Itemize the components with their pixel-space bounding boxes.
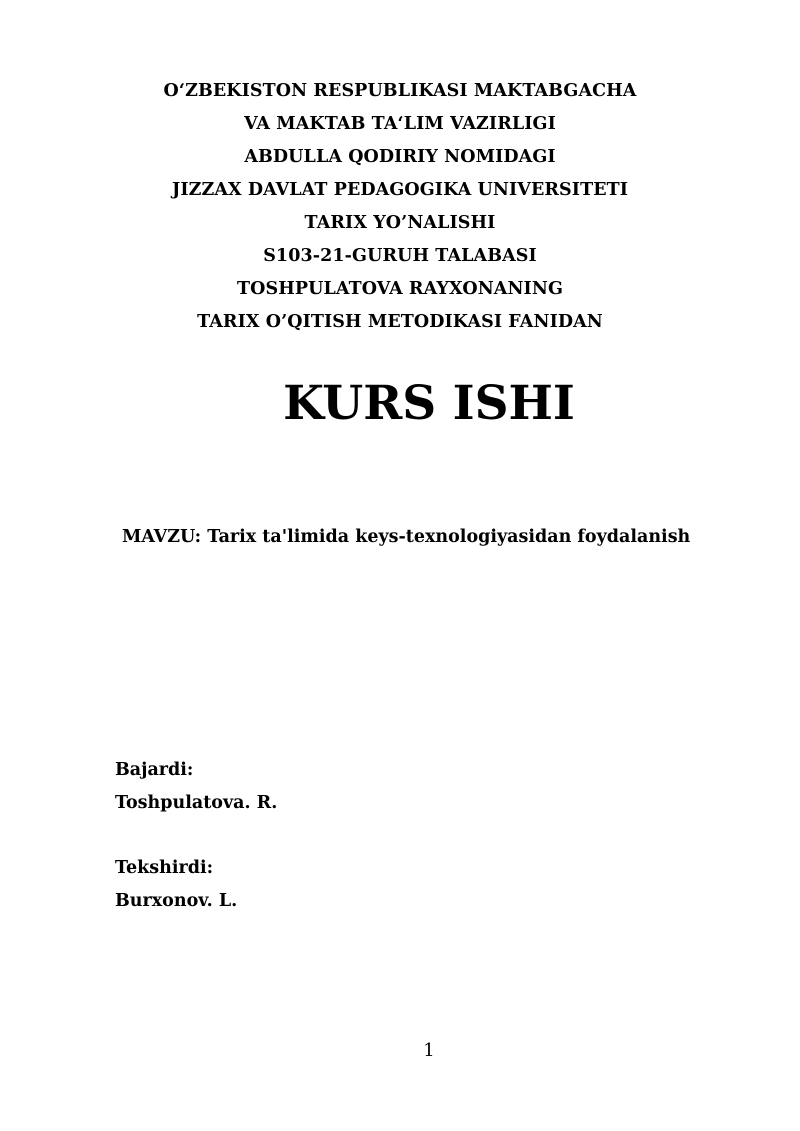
- performed-by-name: Toshpulatova. R.: [115, 793, 278, 813]
- header-line-university: JIZZAX DAVLAT PEDAGOGIKA UNIVERSITETI: [171, 180, 629, 200]
- checked-by-name: Burxonov. L.: [115, 891, 238, 911]
- header-line-student: TOSHPULATOVA RAYXONANING: [237, 279, 563, 299]
- checked-by-block: [115, 852, 237, 918]
- checked-by-label: Tekshirdi:: [115, 858, 214, 878]
- header-line-group: S103-21-GURUH TALABASI: [263, 246, 537, 266]
- ministry-header: [0, 75, 800, 339]
- header-line-subject: TARIX O’QITISH METODIKASI FANIDAN: [197, 312, 603, 332]
- topic-line: MAVZU: Tarix ta'limida keys-texnologiyasidan foydalanish: [122, 527, 691, 547]
- performed-by-block: [115, 754, 277, 820]
- document-title: KURS ISHI: [283, 376, 575, 431]
- header-line-named-after: ABDULLA QODIRIY NOMIDAGI: [244, 147, 556, 167]
- header-line-department: TARIX YO’NALISHI: [304, 213, 496, 233]
- performed-by-label: Bajardi:: [115, 760, 194, 780]
- page-number: 1: [423, 1040, 435, 1061]
- header-line-ministry: O‘ZBEKISTON RESPUBLIKASI MAKTABGACHA: [163, 81, 637, 101]
- header-line-ministry-cont: VA MAKTAB TA‘LIM VAZIRLIGI: [244, 114, 556, 134]
